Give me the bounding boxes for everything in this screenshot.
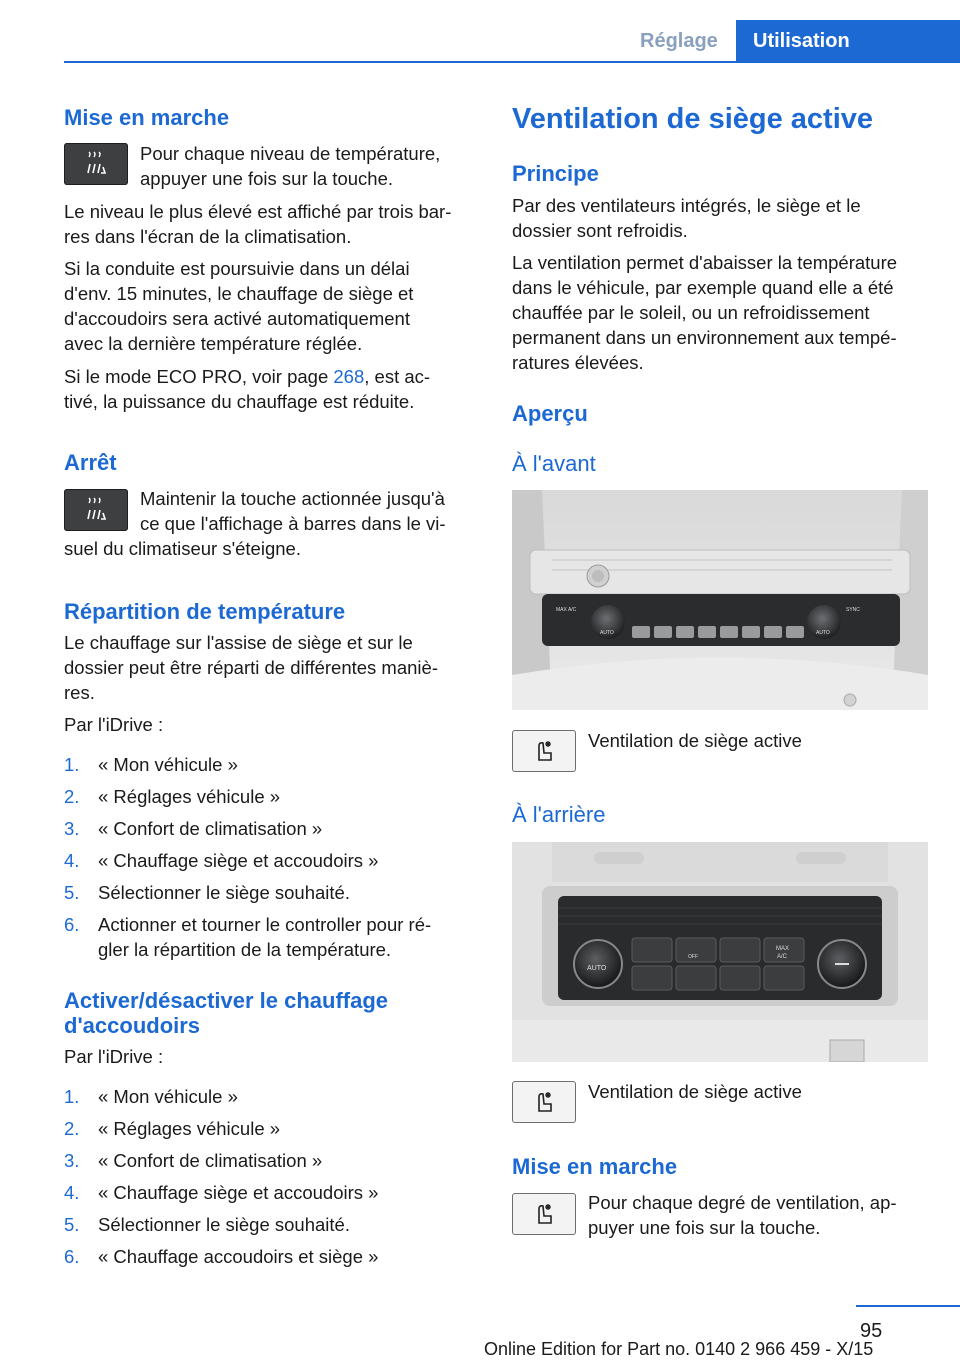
p2-line2: d'env. 15 minutes, le chauffage de siège et [64, 283, 414, 304]
arriere-caption: Ventilation de siège active [588, 1081, 802, 1102]
front-auto-left-label: AUTO [600, 630, 614, 636]
p3-text-a: Si le mode ECO PRO, voir page [64, 366, 334, 387]
front-auto-right-label: AUTO [816, 630, 830, 636]
principe2-line2: dans le véhicule, par exemple quand elle a été [512, 277, 894, 298]
apercu-heading: Aperçu [512, 401, 588, 426]
principe2-line4: permanent dans un environnement aux tempé‐ [512, 327, 897, 348]
list-number: 3. [64, 1150, 80, 1171]
p3-line1 [64, 365, 430, 389]
rear-max-label: MAX [776, 946, 790, 952]
mise-en-marche-heading-right: Mise en marche [512, 1154, 678, 1179]
footer-rule [856, 1305, 960, 1307]
p3-line2: tivé, la puissance du chauffage est réduite. [64, 391, 415, 412]
list-text: « Mon véhicule » [98, 754, 238, 775]
list-text: « Confort de climatisation » [98, 1150, 323, 1171]
list-text: Sélectionner le siège souhaité. [98, 882, 350, 903]
seat-heating-button-icon [64, 143, 128, 185]
mise-line2: appuyer une fois sur la touche. [140, 168, 393, 189]
avant-heading: À l'avant [512, 451, 596, 476]
activer-heading-line1: Activer/désactiver le chauffage [64, 988, 389, 1013]
list-text: Actionner et tourner le controller pour ré‐ [98, 914, 432, 935]
list-number: 1. [64, 754, 80, 775]
tab-reglage[interactable]: Réglage [640, 30, 718, 52]
footer-edition: Online Edition for Part no. 0140 2 966 459 - X/15 [484, 1339, 874, 1359]
rep-line2: dossier peut être réparti de différentes maniè‐ [64, 657, 438, 678]
principe2-line1: La ventilation permet d'abaisser la température [512, 252, 898, 273]
rep-line3: res. [64, 682, 95, 703]
principe-line2: dossier sont refroidis. [512, 220, 688, 241]
list-number: 1. [64, 1086, 80, 1107]
principe-line1: Par des ventilateurs intégrés, le siège et le [512, 195, 861, 216]
arriere-heading: À l'arrière [512, 802, 606, 827]
repartition-heading: Répartition de température [64, 599, 346, 624]
list-text: « Chauffage accoudoirs et siège » [98, 1246, 379, 1267]
arret-line2: ce que l'affichage à barres dans le vi‐ [140, 513, 446, 534]
mise-right-line1: Pour chaque degré de ventilation, ap‐ [588, 1192, 897, 1213]
p1-line1: Le niveau le plus élevé est affiché par trois bar‐ [64, 201, 452, 222]
activer-heading-line2: d'accoudoirs [64, 1013, 201, 1038]
arret-heading: Arrêt [64, 450, 117, 475]
rear-off-label: OFF [688, 954, 698, 960]
list-text: « Réglages véhicule » [98, 1118, 281, 1139]
front-max-ac-label: MAX A/C [556, 607, 577, 613]
list-text: Sélectionner le siège souhaité. [98, 1214, 350, 1235]
page-link-268[interactable]: 268 [333, 366, 365, 387]
seat-ventilation-icon [512, 1193, 576, 1235]
rear-climate-panel-photo [512, 842, 928, 1062]
list-text: « Réglages véhicule » [98, 786, 281, 807]
mise-line1: Pour chaque niveau de température, [140, 143, 441, 164]
p3-text-b: , est ac‐ [364, 366, 431, 387]
list-number: 4. [64, 850, 80, 871]
header-rule [64, 61, 960, 63]
tab-utilisation[interactable]: Utilisation [736, 20, 960, 62]
section-title: Ventilation de siège active [512, 103, 874, 135]
arret-line3: suel du climatiseur s'éteigne. [64, 538, 301, 559]
arret-line1: Maintenir la touche actionnée jusqu'à [140, 488, 445, 509]
p2-line3: d'accoudoirs sera activé automatiquement [64, 308, 410, 329]
p2-line4: avec la dernière température réglée. [64, 333, 363, 354]
principe-heading: Principe [512, 161, 599, 186]
front-sync-label: SYNC [846, 607, 860, 613]
list-number: 6. [64, 914, 80, 935]
principe2-line3: chauffée par le soleil, ou un refroidissement [512, 302, 870, 323]
mise-right-line2: puyer une fois sur la touche. [588, 1217, 821, 1238]
list-text: « Chauffage siège et accoudoirs » [98, 850, 379, 871]
avant-caption: Ventilation de siège active [588, 730, 802, 751]
list-number: 5. [64, 1214, 80, 1235]
list-number: 5. [64, 882, 80, 903]
p1-line2: res dans l'écran de la climatisation. [64, 226, 352, 247]
front-climate-panel-photo [512, 490, 928, 710]
seat-ventilation-icon [512, 1081, 576, 1123]
list-number: 4. [64, 1182, 80, 1203]
p2-line1: Si la conduite est poursuivie dans un délai [64, 258, 410, 279]
list-number: 3. [64, 818, 80, 839]
list-text: « Mon véhicule » [98, 1086, 238, 1107]
list-number: 6. [64, 1246, 80, 1267]
list-number: 2. [64, 786, 80, 807]
idrive-label-1: Par l'iDrive : [64, 714, 164, 735]
principe2-line5: ratures élevées. [512, 352, 644, 373]
list-number: 2. [64, 1118, 80, 1139]
rear-ac-label: A/C [777, 954, 788, 960]
mise-en-marche-heading: Mise en marche [64, 105, 230, 130]
list-text: « Confort de climatisation » [98, 818, 323, 839]
page-number: 95 [860, 1320, 883, 1342]
rear-auto-label: AUTO [587, 965, 607, 972]
idrive-label-2: Par l'iDrive : [64, 1046, 164, 1067]
seat-ventilation-icon [512, 730, 576, 772]
list-text-continued: gler la répartition de la température. [98, 939, 392, 960]
list-text: « Chauffage siège et accoudoirs » [98, 1182, 379, 1203]
rep-line1: Le chauffage sur l'assise de siège et sur le [64, 632, 413, 653]
seat-heating-button-icon [64, 489, 128, 531]
